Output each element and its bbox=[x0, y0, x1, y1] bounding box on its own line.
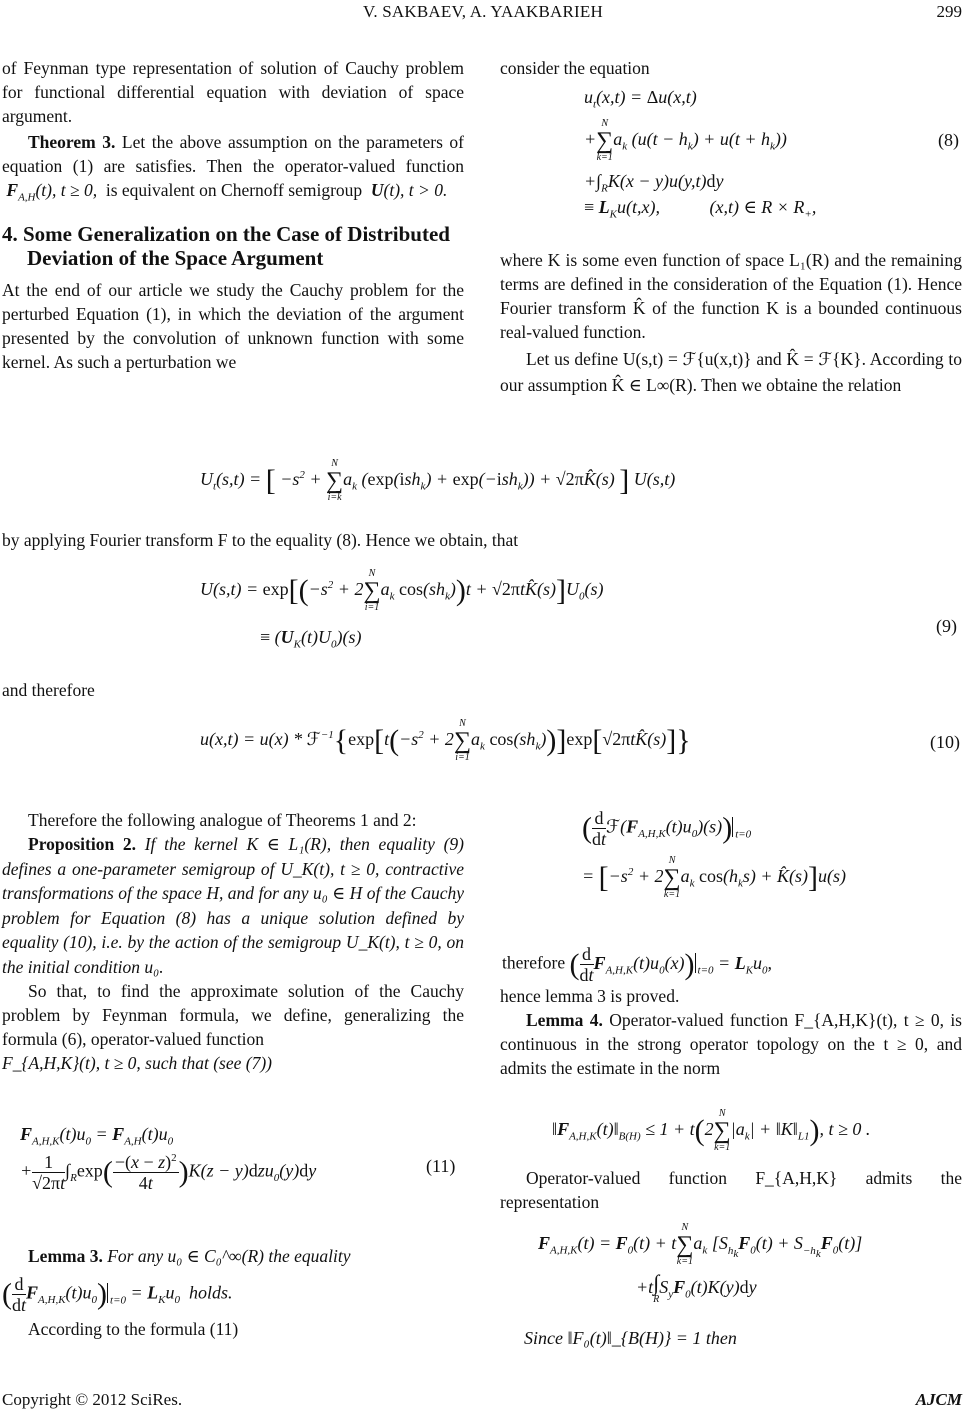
left-column-top bbox=[2, 56, 464, 374]
applying-sentence: by applying Fourier transform F to the equality (8). Hence we obtain, that bbox=[2, 530, 519, 550]
lemma-3-text: For any u₀ ∈ C₀^∞(R) the equality bbox=[107, 1246, 351, 1266]
proof-line-1: ( $\frac{d}{dt}$ $ℱ(F_{A,H,K}(t)u_0)(s)$) $_{t=0}$ bbox=[582, 808, 752, 849]
right-column-top bbox=[500, 56, 962, 80]
consider-text: consider the equation bbox=[500, 58, 650, 78]
proposition-2-text: If the kernel K ∈ L₁(R), then equality (9) defines a one-parameter semigroup of U_K(t), t ≥ 0, contractive transformations of the space H, and for any u₀ ∈ H of the Cauchy problem for Equation (8) has a unique solution defined by equality (10), i.e. by the action of the semigroup U_K(t), t ≥ 0, on the initial condition u₀. bbox=[2, 834, 465, 977]
f-ahk-line: F_{A,H,K}(t), t ≥ 0, such that (see (7)) bbox=[2, 1053, 273, 1073]
eq9-line-1: $U(s,t) = \exp[(-s^2 + 2$ N ∑ i=1 $a_k$ $\cos(sh_k))t$ + $√2\pi tK̂(s)]U_0(s)$ bbox=[200, 568, 604, 613]
proposition-2 bbox=[2, 832, 464, 979]
copyright: Copyright © 2012 SciRes. bbox=[2, 1390, 183, 1409]
representation-equation bbox=[538, 1222, 862, 1306]
equation-8-number: (8) bbox=[938, 130, 959, 150]
eq8-line-1: $u_t(x,t) = \Delta u(x,t)$ bbox=[584, 87, 697, 111]
journal-name: AJCM bbox=[915, 1390, 962, 1409]
therefore-formula: ( $\frac{d}{dt}$ $F_{A,H,K}(t)u_0(x)$) $_{t=0} = L_Ku_0$, bbox=[569, 944, 773, 985]
right-column-representation bbox=[500, 1166, 962, 1214]
therefore-word: therefore bbox=[502, 952, 566, 973]
theorem-3-math-2: U(t), t > 0. bbox=[370, 180, 448, 200]
lemma-3 bbox=[2, 1244, 464, 1341]
section-4-title: 4. Some Generalization on the Case of Distributed Deviation of the Space Argument bbox=[2, 222, 450, 270]
equation-8 bbox=[584, 84, 816, 220]
eq11-line-2: + $\frac{1}{√2\pi t}$ $\int_R\exp$( $\frac{-(x - z)^2}{4t}$ )K(z − y)dzu$_0$(y)dy bbox=[20, 1152, 317, 1193]
lemma-3-formula: ( $\frac{d}{dt}$ $F_{A,H,K}(t)u_0$) $_{t=0} = L_Ku_0$ holds. bbox=[2, 1274, 233, 1315]
section-4-paragraph: At the end of our article we study the Cauchy problem for the perturbed Equation (1), in which the deviation of the argument presented by the convolution of unknown function with some kernel. As such a perturbation we bbox=[2, 280, 464, 372]
and-therefore: and therefore bbox=[2, 680, 95, 700]
proof-line-2: = [$-s^2 + 2$ N ∑ k=1 $a_k$ $\cos(h_ks)$ + K̂(s)]u(s) bbox=[582, 855, 847, 900]
representation-line-1: $F_{A,H,K}(t) = F_0(t) + t$ N ∑ k=1 $a_k$ $[S_{h_k}F_0(t) + S_{-h_k}F_0(t)]$ bbox=[538, 1222, 863, 1267]
equation-11 bbox=[20, 1120, 316, 1193]
according-sentence: According to the formula (11) bbox=[28, 1319, 239, 1339]
lemma-4-text: Operator-valued function F_{A,H,K}(t), t ≥ 0, is continuous in the strong operator topology on the t ≥ 0, and admits the estimate in the norm bbox=[500, 1010, 962, 1078]
representation-line-2: +t ∫ R $S_yF_0(t)K(y)dy$ bbox=[636, 1270, 757, 1305]
where-paragraph: where K is some even function of space L₁(R) and the remaining terms are defined in the consideration of the Equation (1). Hence Fourier transform K̂ of the function K is a bounded continuous real-valued function. bbox=[500, 250, 962, 342]
equation-10-number: (10) bbox=[930, 732, 960, 752]
lemma-4-label: Lemma 4. bbox=[526, 1010, 603, 1030]
eq8-line-3: $+\int_RK(x - y)u(y,t)dy$ bbox=[584, 171, 724, 195]
relation-equation: $U_t(s,t)$ = [ $-s^2$ + N ∑ i=k $a_k$ (exp(ish$_k$) + exp(−ish$_k$)) + √2πK̂(s) ] U(s,t) bbox=[200, 458, 676, 503]
eq9-line-2: ≡ $(U_K(t)U_0)(s)$ bbox=[260, 627, 362, 651]
therefore-line bbox=[502, 944, 964, 985]
theorem-3-math-1: $F_{A,H}(t)$, t ≥ 0, bbox=[6, 180, 102, 204]
equation-10: $u(x,t) = u(x) * ℱ^{-1}\{\exp[t(-s^2 + 2$ N ∑ i=1 $a_k$ $\cos(sh_k))]\exp[√2\pi tK̂(s)]$} bbox=[200, 718, 691, 763]
lemma-4-estimate: $‖F_{A,H,K}(t)‖_{B(H)} \le 1 + t(2$ N ∑ k=1 $|a_k|$ + $‖K‖_{L1}$), t ≥ 0 . bbox=[552, 1108, 871, 1153]
lemma-3-label: Lemma 3. bbox=[28, 1246, 103, 1266]
equation-9 bbox=[200, 568, 603, 652]
analogue-sentence: Therefore the following analogue of Theorems 1 and 2: bbox=[28, 810, 417, 830]
lemma-4 bbox=[500, 1008, 962, 1080]
proposition-2-label: Proposition 2. bbox=[28, 834, 137, 854]
eq8-line-2: + N ∑ k=1 $a_k$ $(u(t - h_k) + u(t + h_k))$ bbox=[584, 118, 787, 163]
representation-paragraph: Operator-valued function F_{A,H,K} admits the representation bbox=[500, 1168, 962, 1212]
equation-9-number: (9) bbox=[936, 616, 957, 636]
intro-paragraph: of Feynman type representation of solution of Cauchy problem for functional differential equation with deviation of space argument. bbox=[2, 58, 464, 126]
right-column-where bbox=[500, 248, 962, 398]
hence-lemma-text: hence lemma 3 is proved. bbox=[500, 986, 680, 1006]
right-column-lemma4 bbox=[500, 984, 962, 1080]
running-title: V. SAKBAEV, A. YAAKBARIEH bbox=[363, 2, 603, 21]
left-column-bottom bbox=[2, 808, 464, 1075]
equation-11-number: (11) bbox=[426, 1156, 456, 1176]
theorem-3-text-2: is equivalent on Chernoff semigroup bbox=[105, 180, 363, 200]
lemma-3-holds: holds. bbox=[189, 1282, 233, 1303]
lemma-3-statement bbox=[2, 1244, 464, 1268]
since-formula: Since ‖F₀(t)‖_{B(H)} = 1 then bbox=[524, 1328, 737, 1348]
define-paragraph: Let us define U(s,t) = ℱ{u(x,t)} and K̂ = ℱ{K}. According to our assumption K̂ ∈ L∞(R). Then we obtaine the relation bbox=[500, 349, 962, 395]
eq11-line-1: $F_{A,H,K}(t)u_0 = F_{A,H}(t)u_0$ bbox=[20, 1124, 174, 1148]
so-that-paragraph: So that, to find the approximate solution of the Cauchy problem by Feynman formula, we define, generalizing the formula (6), operator-valued function bbox=[2, 981, 464, 1049]
eq8-line-4: ≡ $L_Ku(t,x)$, (x,t) ∈ $R \times R_+$, bbox=[584, 197, 817, 221]
lemma-3-proof-equation bbox=[582, 808, 846, 901]
theorem-3-label: Theorem 3. bbox=[28, 132, 116, 152]
since-line bbox=[524, 1326, 737, 1350]
theorem-3-text-1: Let the above assumption on the parameters of equation (1) are satisfies. Then the operator-valued function bbox=[2, 132, 464, 176]
theorem-3 bbox=[2, 130, 464, 202]
page-number: 299 bbox=[936, 2, 962, 21]
